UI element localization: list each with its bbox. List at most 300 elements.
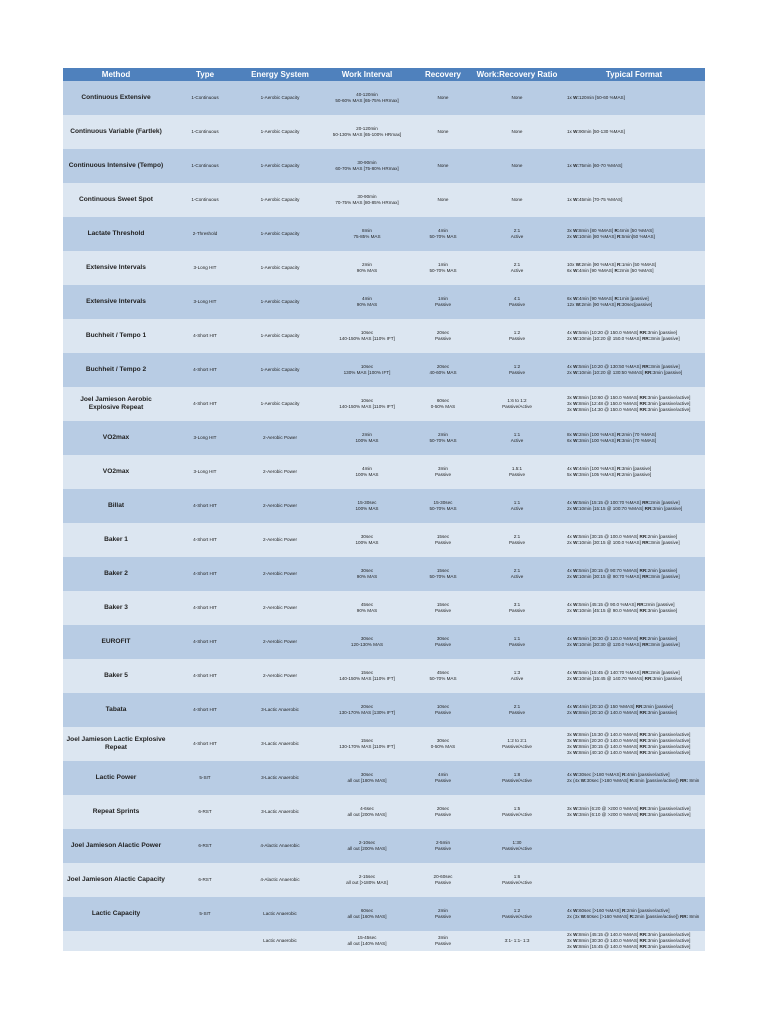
type-cell: 1-Continuous (169, 81, 241, 115)
work-interval-cell-line: 2min (362, 432, 372, 437)
recovery-cell (415, 251, 471, 285)
work-interval-cell (319, 829, 415, 863)
format-text: 3min [passive] (652, 506, 683, 511)
format-line (567, 608, 703, 614)
typical-format-cell (563, 387, 705, 421)
format-text: 4x (567, 602, 574, 607)
ratio-cell-line: 4:1 (513, 296, 521, 301)
format-label: W: (573, 197, 579, 202)
recovery-cell-line: Passive (434, 880, 452, 885)
format-label: W: (573, 772, 579, 777)
type-cell: 3-Long HIT (169, 421, 241, 455)
energy-system-cell: 2-Aerobic Power (241, 557, 319, 591)
type-cell: 4-Short HIT (169, 693, 241, 727)
recovery-cell-line: 50-70% MAS (429, 506, 457, 511)
format-label: RR: (639, 636, 648, 641)
format-label: R: (616, 432, 622, 437)
recovery-cell (415, 319, 471, 353)
format-label: W: (573, 574, 579, 579)
format-label: W: (573, 744, 579, 749)
format-text: 3min [passive] (621, 466, 652, 471)
recovery-cell-line: Passive (434, 710, 452, 715)
table-row (63, 387, 705, 421)
method-cell: Joel Jamieson Alactic Capacity (63, 863, 169, 897)
energy-system-cell: Lactic Anaerobic (241, 897, 319, 931)
ratio-cell-line: Passive (508, 336, 526, 341)
format-label: W: (573, 401, 579, 406)
ratio-cell (471, 421, 563, 455)
format-label: W: (573, 330, 579, 335)
ratio-cell-line: 1:2 to 2:1 (507, 738, 527, 743)
format-label: W: (573, 407, 579, 412)
recovery-cell (415, 557, 471, 591)
typical-format-cell (563, 455, 705, 489)
format-text: 60sec [>160 %MAS] (586, 914, 630, 919)
work-interval-cell-line: 15sec (360, 738, 374, 743)
energy-system-cell: 1-Aerobic Capacity (241, 217, 319, 251)
header-recovery[interactable]: Recovery (415, 68, 471, 81)
format-text: 2min [passive] (650, 670, 680, 675)
type-cell: 4-Short HIT (169, 591, 241, 625)
format-text: 8min (688, 778, 700, 783)
format-text: 6x (567, 296, 574, 301)
format-text: 3min [6:10 @ >200 0 %MAS] (578, 812, 640, 817)
header-method[interactable]: Method (63, 68, 169, 81)
ratio-cell-line: Passive (508, 370, 526, 375)
format-text: 4x (567, 636, 574, 641)
format-text: 3x (567, 732, 574, 737)
type-cell: 1-Continuous (169, 149, 241, 183)
header-energy-system[interactable]: Energy System (241, 68, 319, 81)
method-cell: Lactic Power (63, 761, 169, 795)
type-cell: 3-Long HIT (169, 285, 241, 319)
recovery-cell (415, 829, 471, 863)
format-text: 2min [passive] (650, 500, 680, 505)
format-label: W: (573, 163, 579, 168)
work-interval-cell-line: 30sec (360, 534, 374, 539)
work-interval-cell (319, 693, 415, 727)
ratio-cell-line: Active (510, 574, 524, 579)
format-text: 3x (567, 407, 574, 412)
recovery-cell-line: 45sec (436, 670, 450, 675)
work-interval-cell-line: 70-75% MAS [80-85% HRmax] (335, 200, 399, 205)
table-row (63, 693, 705, 727)
type-cell: 5-SIT (169, 761, 241, 795)
recovery-cell-line: Passive (434, 846, 452, 851)
format-label: W: (573, 95, 579, 100)
energy-system-cell: 1-Aerobic Capacity (241, 353, 319, 387)
format-label: RR: (644, 506, 653, 511)
work-interval-cell (319, 931, 415, 951)
ratio-cell (471, 455, 563, 489)
format-text: 3min [passive] (650, 574, 680, 579)
ratio-cell-line: Active (510, 506, 524, 511)
table-row (63, 931, 705, 951)
typical-format-cell (563, 217, 705, 251)
table-row (63, 455, 705, 489)
ratio-cell-line: Passive (508, 642, 526, 647)
ratio-cell-line: 1:6 (513, 874, 521, 879)
format-text: 3x (567, 401, 574, 406)
type-cell: 3-Long HIT (169, 251, 241, 285)
recovery-cell (415, 421, 471, 455)
format-label: W: (573, 432, 579, 437)
format-text: 2x (567, 370, 574, 375)
format-text: 1x (567, 129, 574, 134)
ratio-cell (471, 727, 563, 761)
format-text: 8min [40:10 @ 140.0 %MAS] (578, 750, 640, 755)
format-label: W: (573, 670, 579, 675)
ratio-cell (471, 795, 563, 829)
energy-system-cell: 3-Lactic Anaerobic (241, 761, 319, 795)
format-label: W: (573, 234, 579, 239)
format-line (567, 336, 703, 342)
typical-format-cell (563, 659, 705, 693)
format-text: 2min [passive] (647, 636, 678, 641)
format-text: 8min [20:20 @ 140.0 %MAS] (578, 738, 640, 743)
recovery-cell-line: None (437, 197, 449, 202)
table-row (63, 149, 705, 183)
format-text: 8min (688, 914, 700, 919)
recovery-cell-line: 0-50% MAS (430, 744, 456, 749)
format-label: W: (573, 732, 579, 737)
format-label: W: (573, 642, 579, 647)
format-text: 3min [105 %MAS] (578, 472, 617, 477)
typical-format-cell (563, 761, 705, 795)
format-text: 3min [passive/active] (647, 944, 691, 949)
format-label: RR: (639, 932, 648, 937)
recovery-cell-line: 30sec (436, 636, 450, 641)
format-label: R: (629, 778, 635, 783)
format-text: 10min [15:15 @ 100:70 %MAS] (578, 506, 645, 511)
recovery-cell (415, 795, 471, 829)
table-row (63, 115, 705, 149)
typical-format-cell (563, 285, 705, 319)
format-label: R: (616, 472, 622, 477)
format-text: 3min [passive] (647, 710, 678, 715)
ratio-cell (471, 217, 563, 251)
format-text: 60sec [>160 %MAS] (578, 908, 622, 913)
format-text: 10min [15:45 @ 140:70 %MAS] (578, 676, 645, 681)
table-header (63, 68, 705, 81)
ratio-cell-line: 1:6 to 1:2 (507, 398, 527, 403)
format-text: 2min [passive] (647, 534, 678, 539)
format-text: 3min [passive/active] (647, 806, 691, 811)
format-label: RR: (642, 540, 651, 545)
work-interval-cell-line: 90% MAS (356, 302, 378, 307)
ratio-cell-line: Active (510, 438, 524, 443)
format-text: 8min [10:60 @ 150.0 %MAS] (578, 395, 640, 400)
format-label: R: (616, 466, 622, 471)
ratio-cell (471, 693, 563, 727)
recovery-cell (415, 761, 471, 795)
method-cell: Extensive Intervals (63, 251, 169, 285)
recovery-cell (415, 693, 471, 727)
format-label: RR: (642, 500, 651, 505)
format-label: R: (616, 234, 622, 239)
work-interval-cell-line: 90% MAS (356, 574, 378, 579)
recovery-cell-line: 4min (438, 772, 448, 777)
work-interval-cell-line: 40-120min (356, 92, 378, 97)
type-cell: 6-RST (169, 829, 241, 863)
type-cell: 4-Short HIT (169, 523, 241, 557)
format-text: 2min [passive/active] (626, 908, 670, 913)
typical-format-cell (563, 183, 705, 217)
table-row (63, 81, 705, 115)
format-text: 4min [90 %MAS] (578, 268, 615, 273)
format-text: 2min [passive] (647, 568, 678, 573)
format-line (567, 438, 703, 444)
typical-format-cell (563, 727, 705, 761)
ratio-cell (471, 829, 563, 863)
header-work-recovery-ratio[interactable]: Work:Recovery Ratio (471, 68, 563, 81)
energy-system-cell: Lactic Anaerobic (241, 931, 319, 951)
work-interval-cell (319, 183, 415, 217)
format-text: 3min [passive/active] (647, 395, 691, 400)
format-text: 1x (567, 163, 574, 168)
header-row (63, 68, 705, 81)
format-text: 2x (567, 234, 574, 239)
format-line (567, 506, 703, 512)
work-interval-cell (319, 149, 415, 183)
work-interval-cell-line: 30sec (360, 636, 374, 641)
format-label: W: (573, 540, 579, 545)
typical-format-cell (563, 489, 705, 523)
recovery-cell (415, 81, 471, 115)
work-interval-cell (319, 115, 415, 149)
work-interval-cell-line: 130% MAS [100% IFT] (343, 370, 391, 375)
recovery-cell-line: Passive (434, 336, 452, 341)
recovery-cell (415, 455, 471, 489)
table-row (63, 353, 705, 387)
recovery-cell (415, 591, 471, 625)
header-type[interactable]: Type (169, 68, 241, 81)
work-interval-cell-line: 15sec (360, 670, 374, 675)
format-line (567, 540, 703, 546)
ratio-cell-line: 1:2 (513, 908, 521, 913)
recovery-cell-line: 15sec (436, 602, 450, 607)
ratio-cell (471, 115, 563, 149)
ratio-cell-line: None (511, 129, 523, 134)
format-text: 1min [passive] (619, 296, 649, 301)
format-text: 5min [30:15 @ 90:70 %MAS] (578, 568, 640, 573)
format-label: RR: (644, 676, 653, 681)
work-interval-cell (319, 659, 415, 693)
work-interval-cell-line: 30-90min (357, 160, 377, 165)
recovery-cell (415, 727, 471, 761)
ratio-cell (471, 625, 563, 659)
format-text: 4min [passive/active] (626, 772, 670, 777)
format-text: 2min [passive] (643, 704, 674, 709)
format-label: RR: (639, 806, 648, 811)
format-label: RR: (639, 608, 648, 613)
table-row (63, 897, 705, 931)
method-cell: Baker 5 (63, 659, 169, 693)
table-row (63, 421, 705, 455)
work-interval-cell-line: 10sec (360, 330, 374, 335)
method-cell: Buchheit / Tempo 1 (63, 319, 169, 353)
table-row (63, 251, 705, 285)
format-line (567, 472, 703, 478)
format-label: W: (573, 506, 579, 511)
format-text: 8min [15:45 @ 140.0 %MAS] (578, 944, 640, 949)
format-text: 1x (567, 95, 574, 100)
work-interval-cell-line: 130-170% MAS [130% IFT] (339, 710, 395, 715)
recovery-cell-line: 1min (438, 296, 448, 301)
format-text: 8min [15:30 @ 140.0 %MAS] (578, 732, 640, 737)
format-label: W: (573, 704, 579, 709)
format-line (567, 197, 703, 203)
ratio-cell-line: 3:1 (513, 602, 521, 607)
work-interval-cell-line: all out [200% MAS] (347, 846, 387, 851)
work-interval-cell-line: 2-15sec (358, 874, 376, 879)
energy-system-cell: 1-Aerobic Capacity (241, 115, 319, 149)
format-label: RR: (642, 574, 651, 579)
energy-system-cell: 1-Aerobic Capacity (241, 285, 319, 319)
format-label: W: (573, 750, 579, 755)
typical-format-cell (563, 863, 705, 897)
format-text: 2min [passive] (645, 602, 675, 607)
format-text: 5min[50 %MAS] (621, 234, 655, 239)
table-row (63, 863, 705, 897)
work-interval-cell (319, 591, 415, 625)
format-label: R: (629, 914, 635, 919)
type-cell: 2-Threshold (169, 217, 241, 251)
format-text: 3x (567, 944, 574, 949)
table-row (63, 183, 705, 217)
table-row (63, 523, 705, 557)
format-text: 3x (567, 806, 574, 811)
format-text: 8min [30:15 @ 140.0 %MAS] (578, 744, 640, 749)
format-label: RR: (639, 812, 648, 817)
format-label: R: (616, 438, 622, 443)
format-label: W: (575, 262, 582, 267)
table-row (63, 557, 705, 591)
training-methods-table (63, 68, 705, 951)
recovery-cell-line: Passive (434, 642, 452, 647)
format-label: W: (573, 738, 579, 743)
typical-format-cell (563, 523, 705, 557)
recovery-cell-line: 50-70% MAS (429, 676, 457, 681)
method-cell: Baker 2 (63, 557, 169, 591)
format-label: RR: (639, 395, 648, 400)
recovery-cell-line: Passive (434, 540, 452, 545)
ratio-cell-line: Active (510, 268, 524, 273)
recovery-cell (415, 149, 471, 183)
recovery-cell-line: 10sec (436, 704, 450, 709)
format-text: 8min [14:30 @ 150.0 %MAS] (578, 407, 640, 412)
work-interval-cell-line: 4min (362, 466, 372, 471)
work-interval-cell (319, 795, 415, 829)
method-cell (63, 931, 169, 951)
energy-system-cell: 2-Aerobic Power (241, 523, 319, 557)
format-label: W: (573, 568, 579, 573)
table-row (63, 761, 705, 795)
header-work-interval[interactable]: Work Interval (319, 68, 415, 81)
format-text: 3min [passive] (650, 336, 680, 341)
work-interval-cell-line: 100% MAS (355, 472, 379, 477)
type-cell: 5-SIT (169, 897, 241, 931)
typical-format-cell (563, 795, 705, 829)
ratio-cell-line: 1:1 (513, 636, 521, 641)
format-text: 2x (567, 574, 574, 579)
table-row (63, 285, 705, 319)
format-text: 4x (567, 330, 574, 335)
format-line (567, 234, 703, 240)
ratio-cell-line: 2:1 (513, 228, 521, 233)
format-text: 2min [90 %MAS] (581, 262, 617, 267)
format-text: 3min [70 %MAS] (621, 438, 657, 443)
table-row (63, 829, 705, 863)
ratio-cell-line: 1:30 (512, 840, 522, 845)
format-label: RR: (642, 670, 651, 675)
format-label: R: (614, 268, 620, 273)
table-row (63, 659, 705, 693)
format-label: W: (573, 395, 579, 400)
recovery-cell (415, 387, 471, 421)
ratio-cell (471, 931, 563, 951)
format-line (567, 302, 703, 308)
header-typical-format[interactable]: Typical Format (563, 68, 705, 81)
method-cell: Extensive Intervals (63, 285, 169, 319)
format-label: RR: (639, 710, 648, 715)
ratio-cell-line: Passive/Active (502, 914, 532, 919)
method-cell: Continuous Sweet Spot (63, 183, 169, 217)
format-text: 4x (567, 364, 574, 369)
type-cell: 4-Short HIT (169, 557, 241, 591)
format-line (567, 710, 703, 716)
format-text: 3min [passive] (652, 370, 683, 375)
method-cell: Lactate Threshold (63, 217, 169, 251)
energy-system-cell: 2-Aerobic Power (241, 489, 319, 523)
format-text: 30sec[passive] (621, 302, 653, 307)
work-interval-cell-line: 4-6sec (360, 806, 374, 811)
work-interval-cell (319, 319, 415, 353)
typical-format-cell (563, 319, 705, 353)
recovery-cell-line: 3min (438, 935, 448, 940)
format-text: 4min [90 %MAS] (578, 296, 615, 301)
ratio-cell-line: 3:1- 1:1- 1:3 (504, 938, 530, 943)
energy-system-cell: 1-Aerobic Capacity (241, 319, 319, 353)
recovery-cell (415, 217, 471, 251)
work-interval-cell-line: 20-120min (356, 126, 378, 131)
ratio-cell (471, 251, 563, 285)
work-interval-cell-line: 10sec (360, 364, 374, 369)
format-line (567, 95, 703, 101)
format-label: W: (573, 938, 579, 943)
method-cell: Joel Jamieson Alactic Power (63, 829, 169, 863)
recovery-cell (415, 931, 471, 951)
format-label: RR: (639, 732, 648, 737)
format-text: 4x (567, 534, 574, 539)
work-interval-cell-line: all out [>180% MAS] (346, 880, 388, 885)
recovery-cell-line: 40-60% MAS (429, 370, 457, 375)
ratio-cell-line: 2:1 (513, 704, 521, 709)
work-interval-cell-line: 30sec (360, 568, 374, 573)
ratio-cell (471, 659, 563, 693)
ratio-cell-line: Passive/Active (502, 778, 532, 783)
method-cell: Baker 3 (63, 591, 169, 625)
table-row (63, 319, 705, 353)
format-text: 3min [passive] (650, 540, 680, 545)
format-text: 4x (567, 500, 574, 505)
recovery-cell-line: 4min (438, 228, 448, 233)
format-label: RR: (642, 642, 651, 647)
format-text: 2x (567, 676, 574, 681)
format-label: RR: (639, 744, 648, 749)
work-interval-cell-line: 120-130% MAS (350, 642, 384, 647)
energy-system-cell: 2-Aerobic Power (241, 421, 319, 455)
